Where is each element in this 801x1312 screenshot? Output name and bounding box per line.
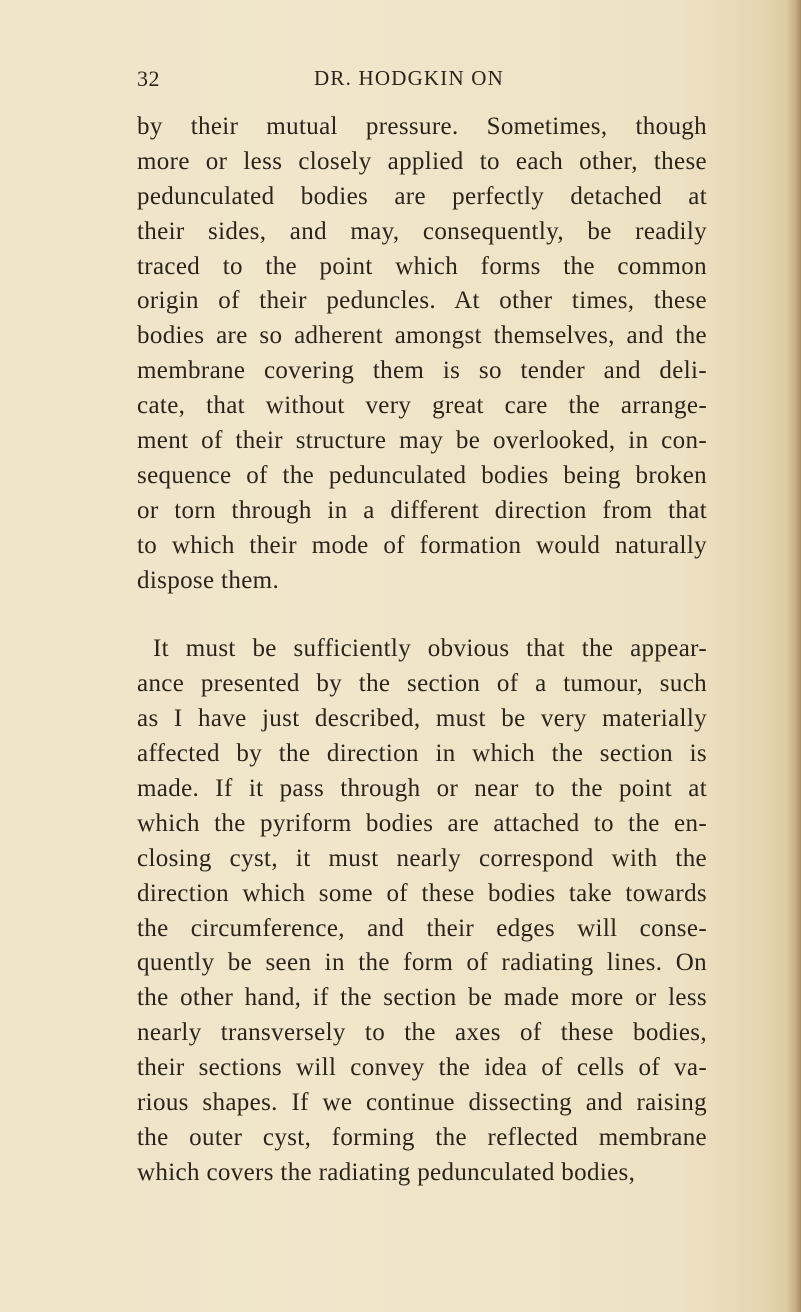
- text-line: closing cyst, it must nearly correspond with the: [137, 844, 707, 872]
- running-head: DR. HODGKIN ON: [314, 66, 505, 90]
- text-line: the other hand, if the section be made more or less: [137, 984, 707, 1012]
- text-line: ment of their structure may be overlooked, in con-: [137, 427, 707, 455]
- body-text: [137, 110, 707, 1191]
- text-line: the outer cyst, forming the reflected membrane: [137, 1123, 707, 1151]
- text-line: as I have just described, must be very materially: [137, 705, 707, 733]
- text-line: ance presented by the section of a tumour, such: [137, 670, 707, 698]
- text-line: rious shapes. If we continue dissecting and raising: [137, 1089, 707, 1117]
- text-line: origin of their peduncles. At other times, these: [137, 287, 707, 315]
- text-line: which covers the radiating pedunculated bodies,: [137, 1158, 636, 1186]
- text-line: traced to the point which forms the common: [137, 252, 707, 280]
- text-line: affected by the direction in which the section is: [137, 740, 707, 768]
- text-line: It must be sufficiently obvious that the appear-: [153, 635, 707, 663]
- text-line: dispose them.: [137, 566, 280, 594]
- page-number: 32: [137, 66, 160, 91]
- text-line: which the pyriform bodies are attached to the en-: [137, 809, 707, 837]
- text-line: pedunculated bodies are perfectly detached at: [137, 182, 707, 210]
- text-line: cate, that without very great care the arrange-: [137, 392, 707, 420]
- text-line: the circumference, and their edges will conse-: [137, 914, 707, 942]
- text-line: their sides, and may, consequently, be readily: [137, 217, 707, 245]
- paragraph-2: [137, 632, 707, 1190]
- text-line: made. If it pass through or near to the point at: [137, 775, 707, 803]
- text-line: sequence of the pedunculated bodies being broken: [137, 461, 707, 489]
- paragraph-spacer: [137, 598, 707, 632]
- text-line: more or less closely applied to each other, these: [137, 147, 707, 175]
- page-edge-shadow: [787, 0, 801, 1312]
- page-header: [0, 66, 801, 106]
- paragraph-1: [137, 110, 707, 598]
- text-line: by their mutual pressure. Sometimes, though: [137, 113, 707, 140]
- text-line: quently be seen in the form of radiating lines. On: [137, 949, 707, 977]
- text-line: to which their mode of formation would naturally: [137, 531, 707, 559]
- text-line: direction which some of these bodies take towards: [137, 879, 707, 907]
- text-line: or torn through in a different direction from that: [137, 496, 707, 524]
- text-line: membrane covering them is so tender and deli-: [137, 357, 707, 385]
- text-line: their sections will convey the idea of cells of va-: [137, 1054, 707, 1082]
- text-line: bodies are so adherent amongst themselves, and the: [137, 322, 707, 350]
- text-line: nearly transversely to the axes of these bodies,: [137, 1019, 707, 1047]
